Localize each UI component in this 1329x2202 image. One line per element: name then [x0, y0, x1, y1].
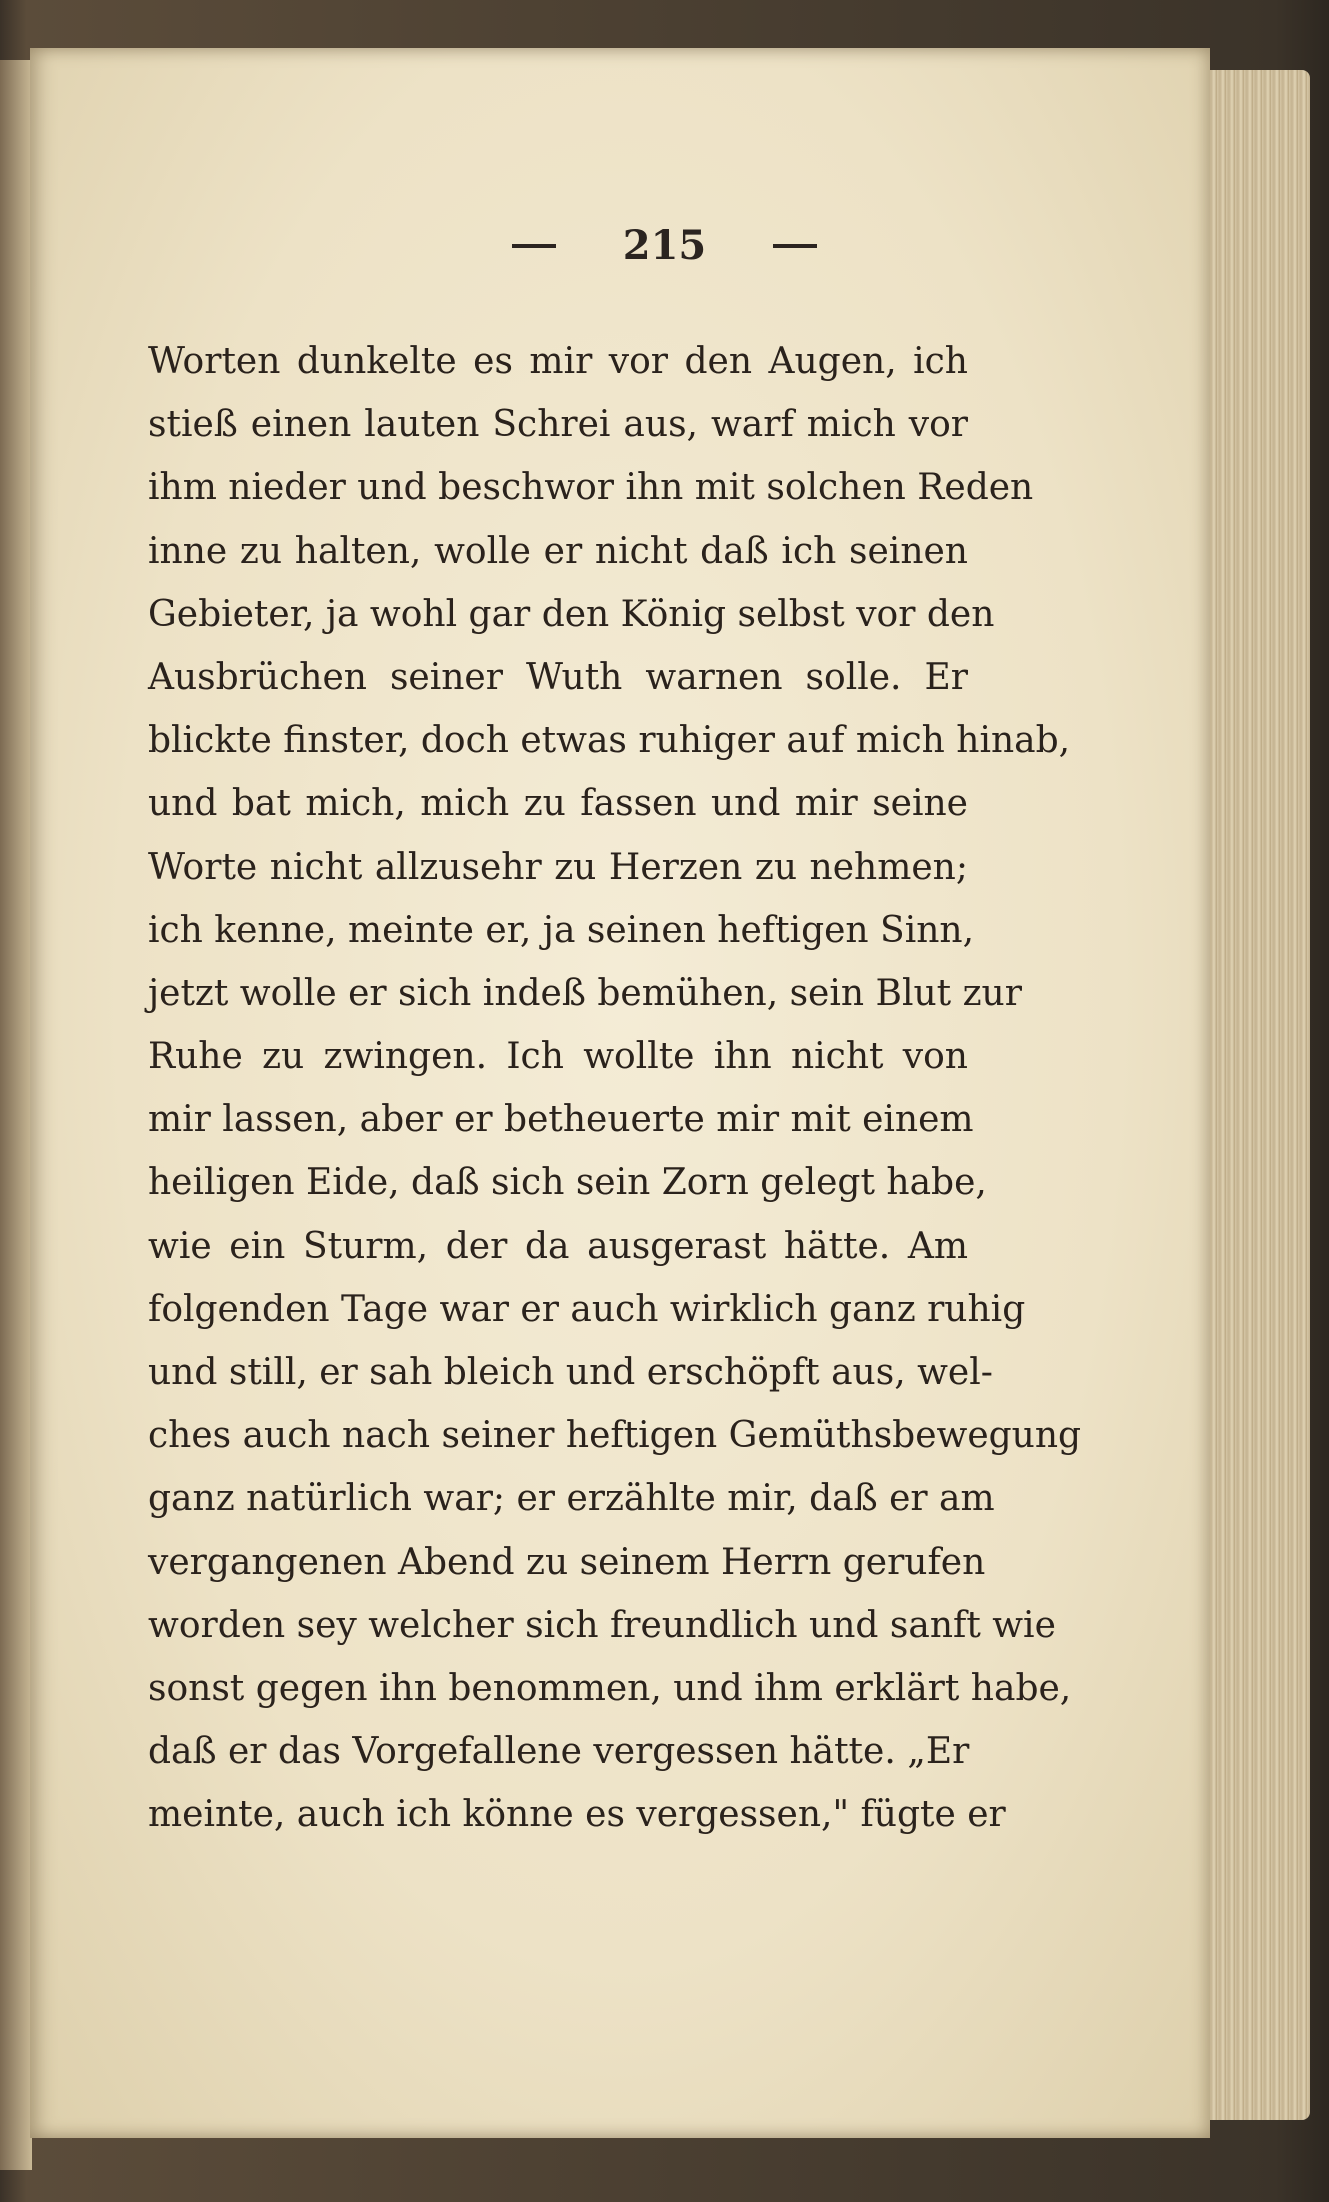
previous-page-edge: [0, 60, 32, 2170]
page-number: 215: [622, 222, 707, 269]
text-line: Worten dunkelte es mir vor den Augen, ich: [148, 341, 968, 382]
text-line: ganz natürlich war; er erzählte mir, daß er am: [148, 1478, 995, 1520]
text-line: worden sey welcher sich freundlich und sanft wie: [148, 1604, 1056, 1646]
text-line: blickte finster, doch etwas ruhiger auf mich hinab,: [148, 720, 1071, 762]
body-text: [148, 330, 1082, 1847]
text-line: folgenden Tage war er auch wirklich ganz ruhig: [148, 1288, 1026, 1330]
text-line: ich kenne, meinte er, ja seinen heftigen Sinn,: [148, 909, 975, 951]
text-line: ihm nieder und beschwor ihn mit solchen Reden: [148, 467, 1034, 509]
text-line: Ruhe zu zwingen. Ich wollte ihn nicht von: [148, 1036, 968, 1078]
header-dash-left: [512, 244, 556, 248]
text-line: Gebieter, ja wohl gar den König selbst vor den: [148, 593, 995, 635]
text-line: heiligen Eide, daß sich sein Zorn gelegt habe,: [148, 1162, 987, 1204]
text-line: wie ein Sturm, der da ausgerast hätte. Am: [148, 1225, 968, 1267]
text-line: jetzt wolle er sich indeß bemühen, sein Blut zur: [148, 972, 1022, 1014]
text-line: und bat mich, mich zu fassen und mir seine: [148, 783, 968, 825]
page-header: [0, 222, 1329, 292]
text-line: Worte nicht allzusehr zu Herzen zu nehmen;: [148, 846, 968, 888]
text-line: ches auch nach seiner heftigen Gemüthsbewegung: [148, 1415, 1082, 1457]
text-line: vergangenen Abend zu seinem Herrn gerufen: [148, 1541, 986, 1583]
text-line: und still, er sah bleich und erschöpft aus, wel-: [148, 1352, 993, 1393]
text-line: daß er das Vorgefallene vergessen hätte. „Er: [148, 1731, 970, 1773]
text-line: mir lassen, aber er betheuerte mir mit einem: [148, 1099, 974, 1141]
text-line: stieß einen lauten Schrei aus, warf mich vor: [148, 404, 968, 446]
text-line: Ausbrüchen seiner Wuth warnen solle. Er: [148, 656, 968, 698]
text-line: inne zu halten, wolle er nicht daß ich seinen: [148, 530, 968, 572]
text-line: meinte, auch ich könne es vergessen," fügte er: [148, 1794, 1006, 1836]
header-dash-right: [773, 244, 817, 248]
text-line: sonst gegen ihn benommen, und ihm erklärt habe,: [148, 1667, 1072, 1709]
